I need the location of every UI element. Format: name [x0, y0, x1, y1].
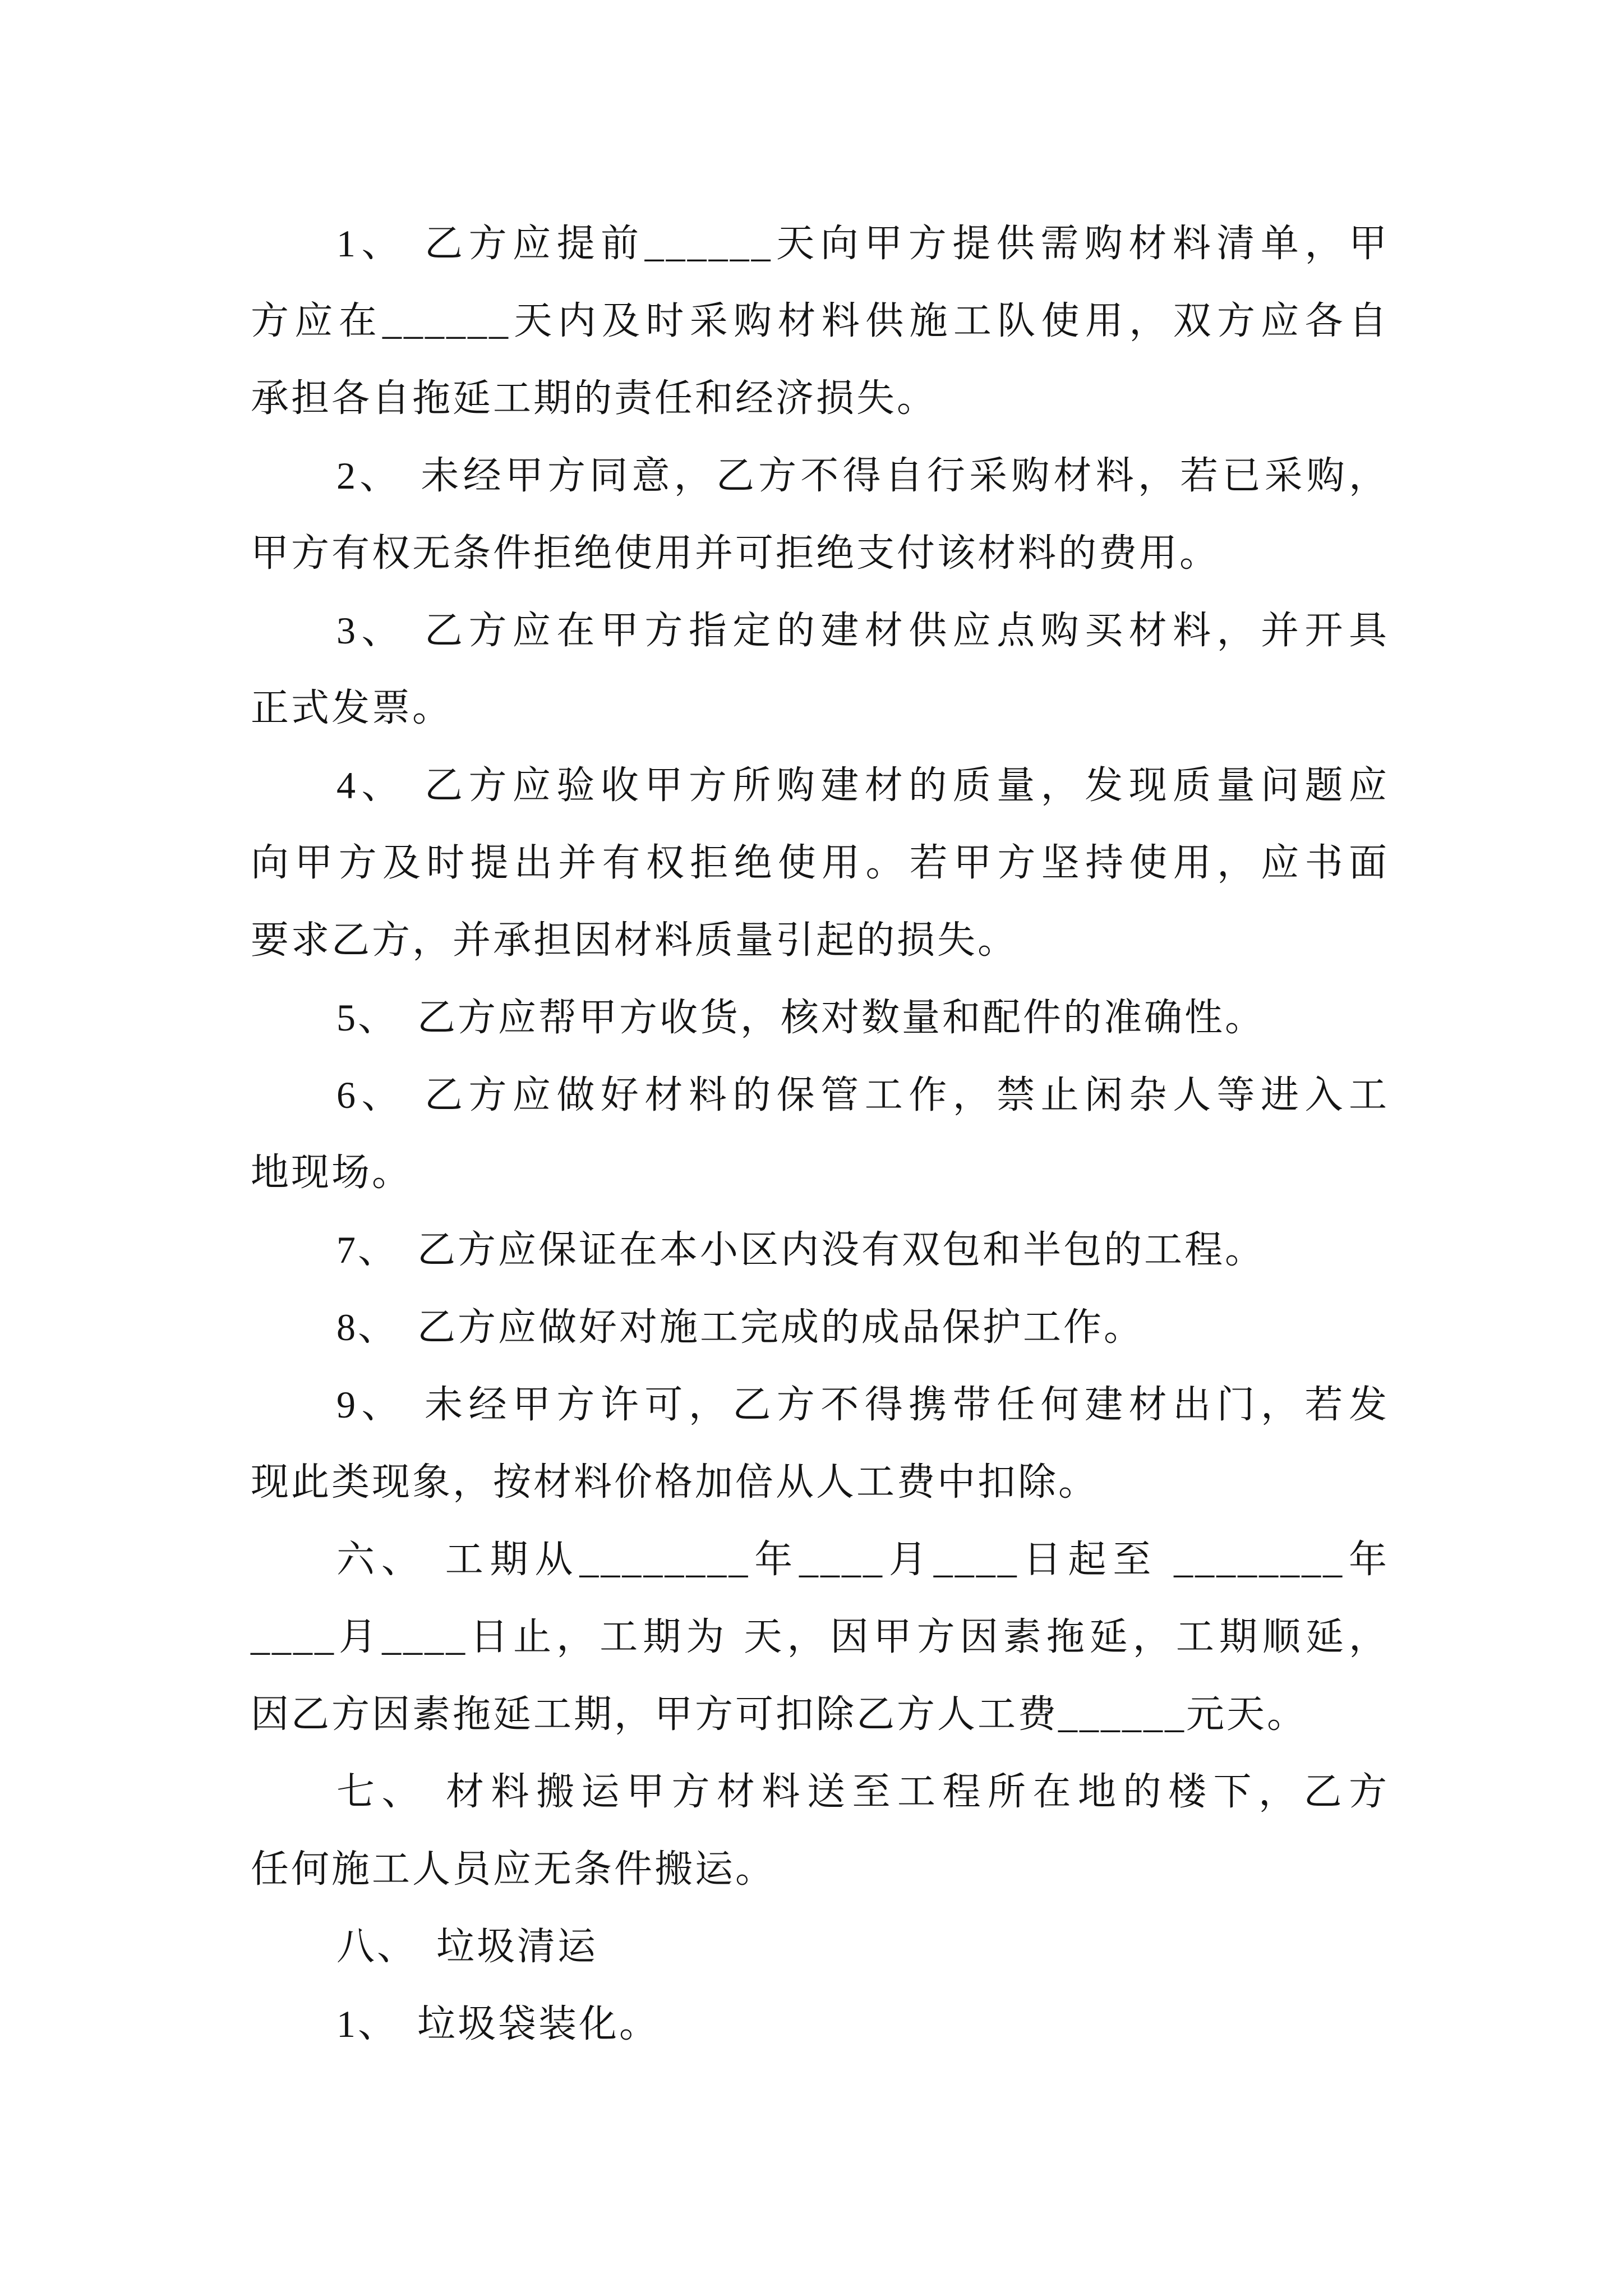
text-line-row [251, 1211, 1389, 1289]
list-marker: 7、 [336, 1228, 399, 1271]
section-marker: 八、 [336, 1925, 418, 1968]
text-line-row [251, 1985, 1389, 2063]
section-marker: 六、 [336, 1538, 426, 1581]
clause-4-quality-inspection [251, 747, 1389, 979]
clause-7-no-subcontract [251, 1211, 1389, 1289]
text-line: 乙方应帮甲方收货，核对数量和配件的准确性。 [417, 996, 1266, 1039]
clause-3-designated-supplier [251, 592, 1389, 747]
list-marker: 5、 [336, 996, 399, 1039]
text-line-row [251, 205, 1389, 282]
text-line: 工期从________年____月____日起至 ________年 [445, 1538, 1389, 1581]
section-marker: 七、 [336, 1770, 427, 1813]
clause-8-protection [251, 1289, 1389, 1366]
text-line-row [251, 1521, 1389, 1598]
text-line: 要求乙方，并承担因材料质量引起的损失。 [251, 919, 1018, 961]
text-line-row [251, 1289, 1389, 1366]
section-eight-waste-removal [251, 1908, 1389, 1985]
text-line-row [251, 437, 1389, 514]
text-line: 材料搬运甲方材料送至工程所在地的楼下，乙方 [446, 1770, 1389, 1813]
text-line: 向甲方及时提出并有权拒绝使用。若甲方坚持使用，应书面 [251, 841, 1389, 884]
text-line-row [251, 592, 1389, 669]
list-marker: 1、 [336, 2003, 399, 2045]
clause-1-material-list [251, 205, 1389, 437]
section-seven-material-transport [251, 1753, 1389, 1908]
text-line: 乙方应做好对施工完成的成品保护工作。 [417, 1306, 1145, 1349]
clause-5-receiving [251, 979, 1389, 1056]
text-line: 现此类现象，按材料价格加倍从人工费中扣除。 [251, 1461, 1099, 1503]
text-line: 未经甲方同意，乙方不得自行采购材料，若已采购， [421, 454, 1389, 497]
text-line: 未经甲方许可，乙方不得携带任何建材出门，若发 [424, 1383, 1389, 1426]
list-marker: 9、 [336, 1383, 405, 1426]
list-marker: 8、 [336, 1306, 399, 1349]
clause-6-storage [251, 1056, 1389, 1211]
list-marker: 3、 [336, 609, 405, 652]
text-line-row [251, 1056, 1389, 1134]
text-line-row [251, 979, 1389, 1056]
text-line-row [251, 747, 1389, 824]
list-marker: 4、 [336, 764, 405, 807]
text-line: 乙方应验收甲方所购建材的质量，发现质量问题应 [424, 764, 1389, 807]
section-heading: 垃圾清运 [436, 1925, 598, 1968]
text-line: 垃圾袋装化。 [417, 2003, 660, 2045]
document-body [251, 205, 1389, 2063]
waste-clause-1-bagging [251, 1985, 1389, 2063]
list-marker: 2、 [336, 454, 402, 497]
text-line-row [251, 1753, 1389, 1830]
text-line: 乙方应在甲方指定的建材供应点购买材料，并开具 [424, 609, 1389, 652]
text-line: 甲方有权无条件拒绝使用并可拒绝支付该材料的费用。 [251, 532, 1220, 574]
text-line: 任何施工人员应无条件搬运。 [251, 1848, 776, 1890]
text-line: 方应在______天内及时采购材料供施工队使用，双方应各自 [251, 300, 1389, 342]
list-marker: 6、 [336, 1074, 405, 1116]
text-line: 乙方应保证在本小区内没有双包和半包的工程。 [417, 1228, 1266, 1271]
list-marker: 1、 [336, 222, 406, 265]
text-line-row [251, 1366, 1389, 1443]
text-line: 承担各自拖延工期的责任和经济损失。 [251, 377, 938, 420]
text-line-row [251, 1908, 1389, 1985]
text-line: ____月____日止，工期为 天，因甲方因素拖延，工期顺延， [251, 1616, 1389, 1658]
section-six-schedule [251, 1521, 1389, 1753]
text-line: 乙方应做好材料的保管工作，禁止闲杂人等进入工 [424, 1074, 1389, 1116]
clause-2-no-self-purchase [251, 437, 1389, 592]
text-line: 因乙方因素拖延工期，甲方可扣除乙方人工费______元天。 [251, 1693, 1308, 1736]
clause-9-no-removal [251, 1366, 1389, 1521]
text-line: 乙方应提前______天向甲方提供需购材料清单，甲 [425, 222, 1389, 265]
text-line: 正式发票。 [251, 687, 453, 729]
text-line: 地现场。 [251, 1151, 413, 1194]
